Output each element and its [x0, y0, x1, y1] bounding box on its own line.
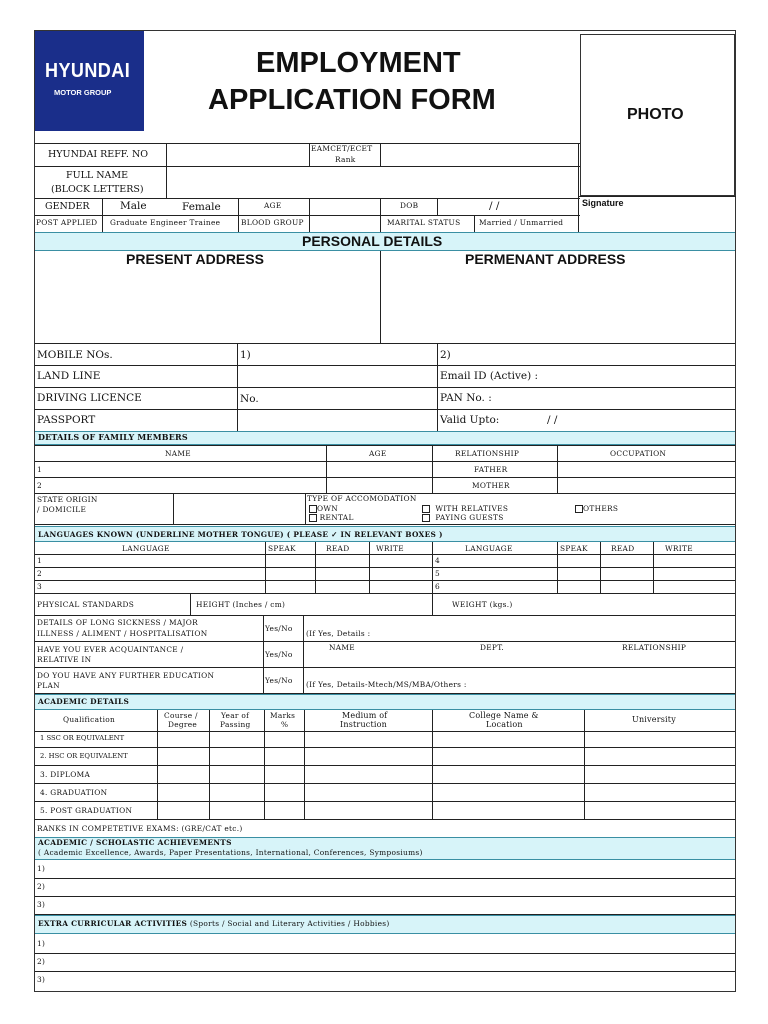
- lang-col-write: WRITE: [376, 544, 404, 553]
- lang-row-left[interactable]: 3: [37, 582, 43, 591]
- extra-curricular-title: EXTRA CURRICULAR ACTIVITIES: [38, 919, 188, 928]
- extra-curricular-sub: (Sports / Social and Literary Activities / Hobbies): [189, 919, 390, 928]
- age-label: AGE: [264, 201, 282, 210]
- checkbox-icon: [575, 505, 583, 513]
- acquaintance-col-dept: DEPT.: [480, 643, 504, 652]
- family-row-relationship: FATHER: [474, 465, 508, 474]
- checkbox-icon: [422, 514, 430, 522]
- landline-label: LAND LINE: [37, 370, 101, 382]
- achievements-sub: ( Academic Excellence, Awards, Paper Presentations, International, Conferences, Symposiums): [38, 848, 423, 857]
- lang-row-right[interactable]: 4: [435, 556, 441, 565]
- accom-rental-option[interactable]: [309, 514, 354, 522]
- landline-field[interactable]: [238, 366, 436, 386]
- post-applied-value: Graduate Engineer Trainee: [110, 218, 221, 227]
- education-plan-yesno[interactable]: Yes/No: [265, 676, 293, 685]
- accommodation-label: TYPE OF ACCOMODATION: [307, 494, 417, 503]
- education-plan-label-2: PLAN: [37, 681, 60, 690]
- accom-rental-label: RENTAL: [319, 513, 354, 522]
- eamcet-label: EAMCET/ECET: [311, 144, 373, 153]
- sickness-label-2: ILLNESS / ALIMENT / HOSPITALISATION: [37, 629, 208, 638]
- form-title-line1: EMPLOYMENT: [256, 47, 461, 79]
- weight-field[interactable]: WEIGHT (kgs.): [452, 600, 513, 609]
- valid-upto-field[interactable]: / /: [547, 414, 558, 426]
- photo-label: PHOTO: [627, 106, 684, 123]
- checkbox-icon: [422, 505, 430, 513]
- logo-sub: MOTOR GROUP: [54, 88, 112, 97]
- lang-row-left[interactable]: 2: [37, 569, 43, 578]
- physical-standards-label: PHYSICAL STANDARDS: [37, 600, 135, 609]
- accom-own-option[interactable]: [309, 505, 338, 513]
- family-row-2-field[interactable]: [44, 478, 325, 492]
- driving-licence-label: DRIVING LICENCE: [37, 392, 142, 404]
- achievement-row[interactable]: 2): [37, 882, 46, 891]
- academic-row-graduation: 4. GRADUATION: [40, 788, 108, 797]
- gender-label: GENDER: [45, 201, 90, 212]
- present-address-field[interactable]: [37, 268, 377, 342]
- academic-col-year: Year of: [221, 711, 250, 720]
- academic-section-header: [35, 694, 735, 710]
- email-field[interactable]: Email ID (Active) :: [440, 370, 539, 382]
- family-heading: DETAILS OF FAMILY MEMBERS: [38, 432, 188, 442]
- mobile-label: MOBILE NOs.: [37, 349, 113, 361]
- academic-col-university: University: [632, 715, 676, 724]
- valid-upto-label: Valid Upto:: [440, 414, 500, 426]
- education-plan-label-1: DO YOU HAVE ANY FURTHER EDUCATION: [37, 671, 215, 680]
- blood-group-label: BLOOD GROUP: [241, 218, 304, 227]
- education-plan-details-field[interactable]: (If Yes, Details-Mtech/MS/MBA/Others :: [306, 680, 467, 689]
- accom-relatives-label: WITH RELATIVES: [435, 504, 509, 513]
- fullname-sub-label: (BLOCK LETTERS): [51, 184, 144, 195]
- family-row-number: 1: [37, 465, 43, 474]
- achievements-heading: ACADEMIC / SCHOLASTIC ACHIEVEMENTS: [38, 838, 232, 847]
- mobile-1-field[interactable]: 1): [240, 349, 251, 361]
- academic-col-instruction: Instruction: [340, 720, 388, 729]
- present-address-label: PRESENT ADDRESS: [126, 251, 264, 267]
- ranks-field[interactable]: RANKS IN COMPETETIVE EXAMS: (GRE/CAT etc.): [37, 824, 243, 833]
- family-col-occupation: OCCUPATION: [610, 449, 667, 458]
- ref-no-field[interactable]: [167, 144, 308, 165]
- accom-paying-label: PAYING GUESTS: [435, 513, 504, 522]
- extra-curricular-row[interactable]: 2): [37, 957, 46, 966]
- dob-field[interactable]: / /: [489, 200, 500, 212]
- family-row-number: 2: [37, 481, 43, 490]
- age-field[interactable]: [310, 199, 379, 214]
- lang-col-speak-right: SPEAK: [560, 544, 588, 553]
- achievement-row[interactable]: 1): [37, 864, 46, 873]
- academic-col-marks: Marks: [270, 711, 296, 720]
- academic-row-postgraduation: 5. POST GRADUATION: [40, 806, 133, 815]
- family-col-name: NAME: [165, 449, 191, 458]
- gender-female-option[interactable]: Female: [182, 201, 221, 213]
- personal-details-title: PERSONAL DETAILS: [302, 233, 443, 249]
- lang-col-language-right: LANGUAGE: [465, 544, 513, 553]
- form-title-line2: APPLICATION FORM: [208, 84, 496, 116]
- accom-others-option[interactable]: [575, 505, 618, 513]
- academic-heading: ACADEMIC DETAILS: [38, 697, 130, 706]
- permanent-address-field[interactable]: [383, 268, 733, 342]
- academic-col-degree: Degree: [168, 720, 198, 729]
- state-origin-field[interactable]: [174, 494, 304, 523]
- accom-own-label: OWN: [317, 504, 339, 513]
- family-col-age: AGE: [369, 449, 387, 458]
- acquaintance-yesno[interactable]: Yes/No: [265, 650, 293, 659]
- academic-col-percent: %: [281, 720, 289, 729]
- signature-label: Signature: [582, 198, 624, 208]
- permanent-address-label: PERMENANT ADDRESS: [465, 251, 626, 267]
- family-row-relationship: MOTHER: [472, 481, 510, 490]
- achievement-row[interactable]: 3): [37, 900, 46, 909]
- family-row-1-field[interactable]: [44, 462, 325, 476]
- hyundai-logo: [35, 31, 144, 131]
- acquaintance-label-2: RELATIVE IN: [37, 655, 92, 664]
- academic-col-medium: Medium of: [342, 711, 388, 720]
- academic-col-qualification: Qualification: [63, 715, 116, 724]
- height-field[interactable]: HEIGHT (Inches / cm): [196, 600, 286, 609]
- post-applied-label: POST APPLIED: [36, 218, 98, 227]
- licence-no-field[interactable]: No.: [240, 393, 259, 405]
- passport-field[interactable]: [238, 410, 436, 430]
- lang-col-speak: SPEAK: [268, 544, 296, 553]
- academic-col-location: Location: [486, 720, 523, 729]
- sickness-details-field[interactable]: (If Yes, Details :: [306, 629, 371, 638]
- marital-status-label: MARITAL STATUS: [387, 218, 461, 227]
- academic-col-course: Course /: [164, 711, 198, 720]
- extra-curricular-row[interactable]: 3): [37, 975, 46, 984]
- blood-group-field[interactable]: [310, 216, 379, 231]
- mobile-2-field[interactable]: 2): [440, 349, 451, 361]
- ref-no-label: HYUNDAI REFF. NO: [48, 149, 149, 160]
- accom-relatives-option[interactable]: [422, 505, 508, 513]
- passport-label: PASSPORT: [37, 414, 96, 426]
- lang-col-read-right: READ: [611, 544, 635, 553]
- lang-row-right[interactable]: 6: [435, 582, 441, 591]
- state-origin-label: STATE ORIGIN: [37, 495, 98, 504]
- acquaintance-label-1: HAVE YOU EVER ACQUAINTANCE /: [37, 645, 184, 654]
- family-col-relationship: RELATIONSHIP: [455, 449, 520, 458]
- acquaintance-col-relationship: RELATIONSHIP: [622, 643, 687, 652]
- marital-status-value[interactable]: Married / Unmarried: [479, 218, 564, 227]
- rank-field[interactable]: [381, 144, 577, 165]
- lang-col-write-right: WRITE: [665, 544, 693, 553]
- fullname-label: FULL NAME: [66, 170, 129, 181]
- academic-col-passing: Passing: [220, 720, 251, 729]
- domicile-label: / DOMICILE: [37, 505, 87, 514]
- lang-col-language: LANGUAGE: [122, 544, 170, 553]
- gender-male-option[interactable]: Male: [120, 200, 147, 212]
- accom-paying-option[interactable]: [422, 514, 504, 522]
- fullname-field[interactable]: [167, 167, 577, 197]
- accom-others-label: OTHERS: [583, 504, 619, 513]
- checkbox-icon: [309, 514, 317, 522]
- extra-curricular-row[interactable]: 1): [37, 939, 46, 948]
- rank-label: Rank: [335, 155, 356, 164]
- academic-row-hsc: 2. HSC OR EQUIVALENT: [40, 752, 128, 760]
- academic-col-college: College Name &: [469, 711, 539, 720]
- sickness-yesno[interactable]: Yes/No: [265, 624, 293, 633]
- lang-col-read: READ: [326, 544, 350, 553]
- extra-curricular-heading: [38, 920, 390, 927]
- lang-row-right[interactable]: 5: [435, 569, 441, 578]
- languages-heading: LANGUAGES KNOWN (UNDERLINE MOTHER TONGUE) ( PLEASE ✓ IN RELEVANT BOXES ): [38, 530, 443, 539]
- academic-rows-field[interactable]: [158, 732, 734, 818]
- lang-row-left[interactable]: 1: [37, 556, 43, 565]
- sickness-label-1: DETAILS OF LONG SICKNESS / MAJOR: [37, 618, 198, 627]
- academic-row-diploma: 3. DIPLOMA: [40, 770, 91, 779]
- dob-label: DOB: [400, 201, 419, 210]
- logo-brand: HYUNDAI: [45, 60, 131, 82]
- academic-row-ssc: 1 SSC OR EQUIVALENT: [40, 734, 125, 742]
- acquaintance-col-name: NAME: [329, 643, 355, 652]
- checkbox-icon: [309, 505, 317, 513]
- pan-field[interactable]: PAN No. :: [440, 392, 492, 404]
